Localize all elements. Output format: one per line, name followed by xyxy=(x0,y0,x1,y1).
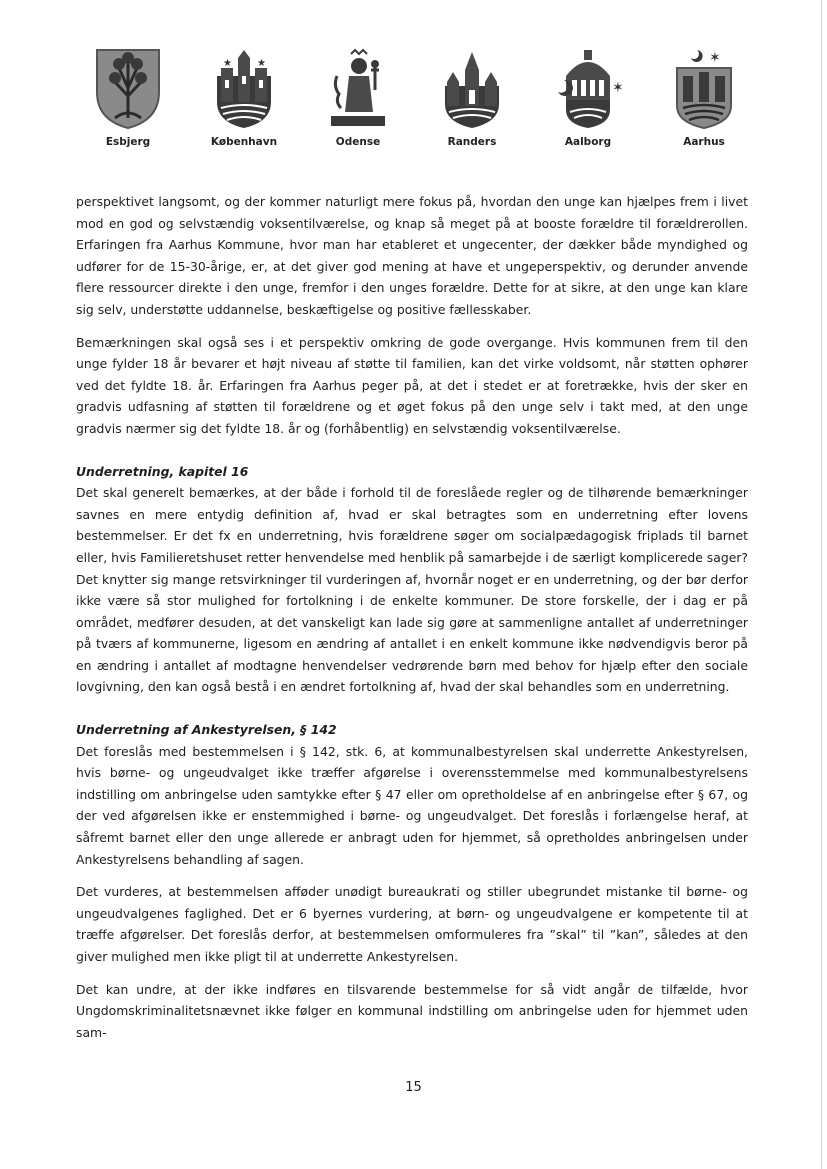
document-body xyxy=(76,191,748,1054)
paragraph: Det foreslås med bestemmelsen i § 142, stk. 6, at kommunalbestyrelsen skal underrette Ankestyrelsen, hvis børne- og ungeudvalget ikke træffer afgørelse i overensstemmelse med kommunalbestyrelsens indstilling om anbringelse uden samtykke efter § 47 eller om opretholdelse af en anbringelse efter § 67, og der ved afgørelsen ikke er enstemmighed i børne- og ungeudvalget. Det foreslås i forlængelse heraf, at såfremt barnet eller den unge allerede er anbragt uden for hjemmet, så opretholdes anbringelsen under Ankestyrelsens behandling af sagen. xyxy=(76,743,748,867)
logo-aarhus xyxy=(654,46,754,148)
svg-text:★: ★ xyxy=(257,58,266,69)
section-heading-underretning: Underretning, kapitel 16 xyxy=(76,463,249,479)
paragraph: perspektivet langsomt, og der kommer naturligt mere fokus på, hvordan den unge kan hjælpes frem i livet mod en god og selvstændig voksentilværelse, og knap så meget på at booste forældre til forældrerollen. Erfaringen fra Aarhus Kommune, hvor man har etableret et ungecenter, der dækker både myndighed og udfører for de 15-30-årige, er, at det giver god mening at have et ungeperspektiv, og derunder anvende flere ressourcer direkte i den unge, fremfor i den unges forældre. Dette for at sikre, at den unge kan klare sig selv, understøtte uddannelse, beskæftigelse og positive fællesskaber. xyxy=(76,194,748,317)
logo-randers xyxy=(422,46,522,148)
paragraph: Bemærkningen skal også ses i et perspektiv omkring de gode overgange. Hvis kommunen frem til den unge fylder 18 år bevarer et højt niveau af støtte til familien, kan det virke voldsomt, når støtten ophører ved det fyldte 18. år. Erfaringen fra Aarhus peger på, at det i stedet er at foretrække, hvis der sker en gradvis udfasning af støtten til forældrene og et øget fokus på den unge selv i takt med, at den unge gradvis nærmer sig det fyldte 18. år og (forhåbentlig) en selvstændig voksentilværelse. xyxy=(76,334,748,436)
logo-label-odense: Odense xyxy=(335,136,381,148)
logo-label-kobenhavn: København xyxy=(210,136,278,148)
logo-label-esbjerg: Esbjerg xyxy=(105,136,151,148)
page-edge-line xyxy=(821,0,822,1169)
aarhus-coat-of-arms-icon xyxy=(669,46,739,130)
svg-text:✶: ✶ xyxy=(709,50,721,66)
page-number: 15 xyxy=(405,1080,422,1095)
odense-coat-of-arms-icon xyxy=(323,46,393,130)
logo-kobenhavn xyxy=(194,46,294,148)
logo-esbjerg xyxy=(78,46,178,148)
logo-aalborg xyxy=(538,46,638,148)
logo-label-aalborg: Aalborg xyxy=(564,136,612,148)
logo-odense xyxy=(308,46,408,148)
paragraph: Det skal generelt bemærkes, at der både i forhold til de foreslåede regler og de tilhørende bemærkninger savnes en mere entydig definition af, hvad er skal betragtes som en underretning efter lovens bestemmelser. Er det fx en underretning, hvis forældrene søger om socialpædagogisk friplads til barnet eller, hvis Familieretshuset retter henvendelse med henblik på samarbejde i de særligt komplicerede sager? Det knytter sig mange retsvirkninger til vurderingen af, hvornår noget er en underretning, og der bør derfor ikke være så stor mulighed for fortolkning i de enkelte kommuner. De store forskelle, der i dag er på området, medfører desuden, at det vanskeligt kan lade sig gøre at sammenligne antallet af underretninger på tværs af kommunerne, ligesom en ændring af antallet i en enkelt kommune ikke nødvendigvis beror på en ændring i antallet af modtagne henvendelser vedrørende børn med behov for hjælp efter den sociale lovgivning, den kan også bestå i en ændret fortolkning af, hvad der skal behandles som en underretning. xyxy=(76,485,748,695)
paragraph: Det vurderes, at bestemmelsen afføder unødigt bureaukrati og stiller ubegrundet mistanke til børne- og ungeudvalgenes faglighed. Det er 6 byernes vurdering, at børn- og ungeudvalgene er kompetente til at træffe afgørelser. Det foreslås derfor, at bestemmelsen omformuleres fra ”skal” til ”kan”, således at den giver mulighed men ikke pligt til at underrette Ankestyrelsen. xyxy=(76,884,748,964)
svg-text:✶: ✶ xyxy=(612,80,624,96)
logo-label-aarhus: Aarhus xyxy=(683,136,725,148)
svg-text:★: ★ xyxy=(223,58,232,69)
city-logos-header xyxy=(78,46,758,162)
paragraph: Det kan undre, at der ikke indføres en tilsvarende bestemmelse for så vidt angår de tilfælde, hvor Ungdomskriminalitetsnævnet ikke følger en kommunal indstilling om anbringelse uden for hjemmet uden sam- xyxy=(76,981,748,1040)
randers-coat-of-arms-icon xyxy=(437,46,507,130)
aalborg-coat-of-arms-icon xyxy=(548,46,628,130)
esbjerg-coat-of-arms-icon xyxy=(93,46,163,130)
kobenhavn-coat-of-arms-icon xyxy=(209,46,279,130)
logo-label-randers: Randers xyxy=(447,136,497,148)
section-heading-ankestyrelsen: Underretning af Ankestyrelsen, § 142 xyxy=(76,722,337,738)
